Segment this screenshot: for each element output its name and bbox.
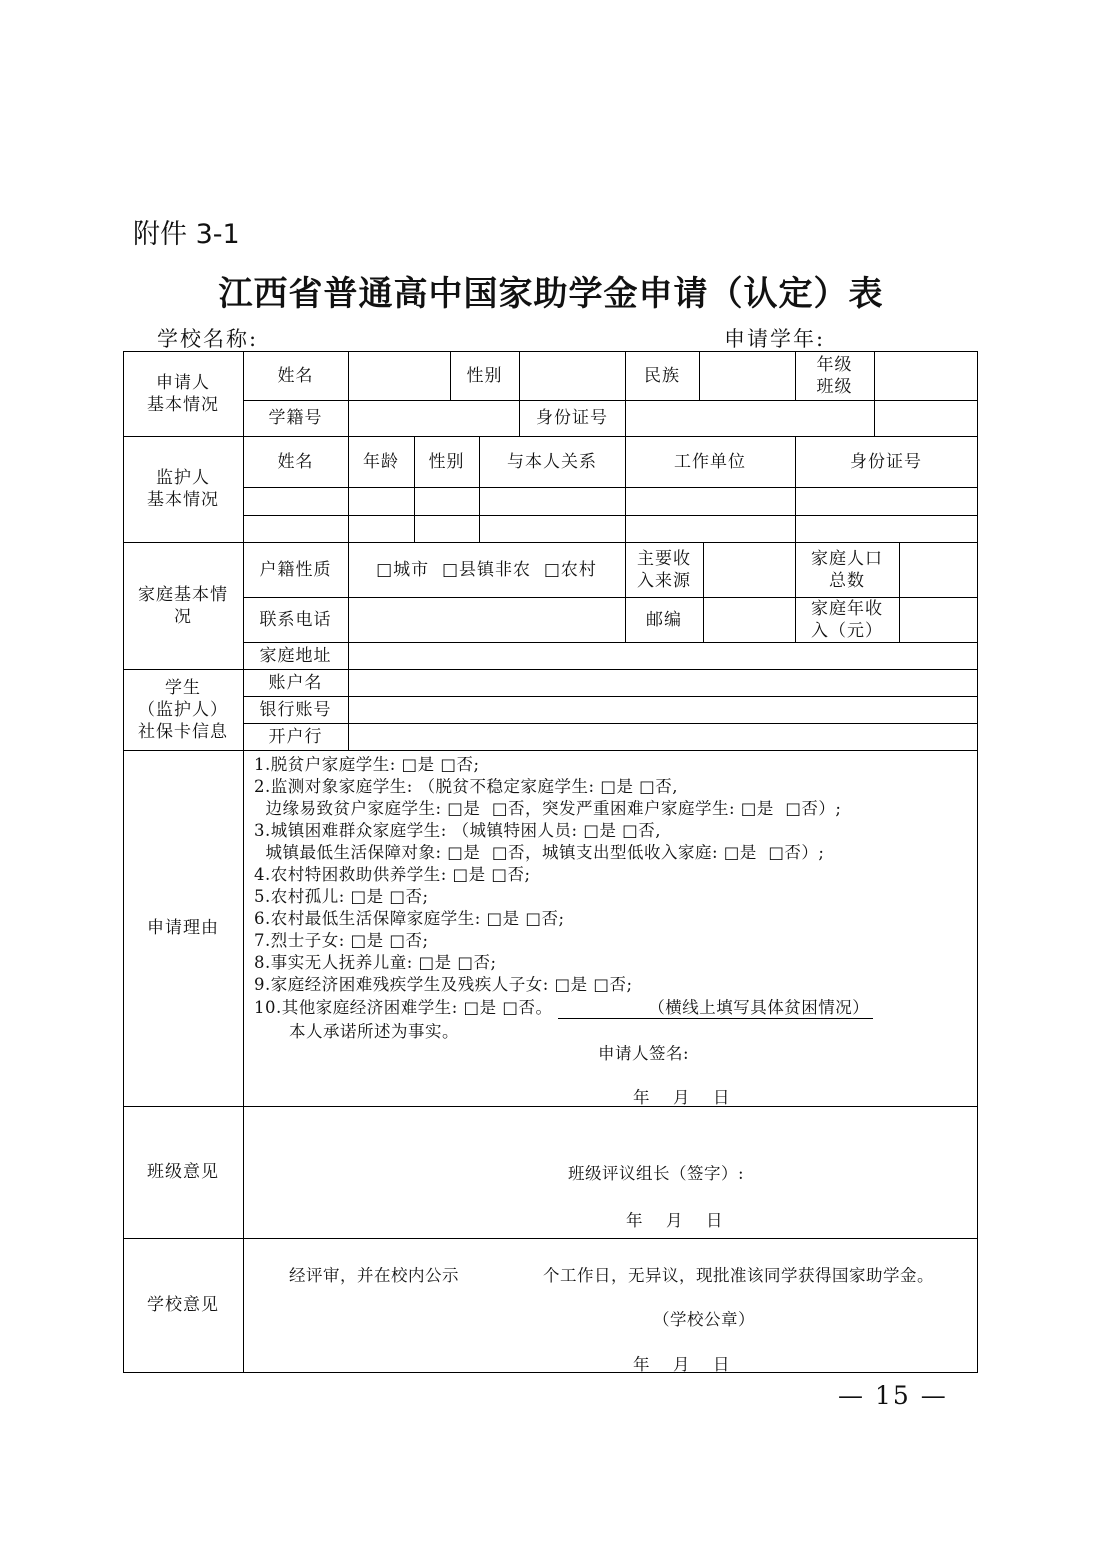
page-number: — 15 —	[838, 1381, 948, 1410]
reason-line: 2.监测对象家庭学生: （脱贫不稳定家庭学生: □是 □否,	[254, 777, 679, 796]
guardian-col-name: 姓名	[277, 451, 314, 472]
school-name-label: 学校名称:	[157, 327, 259, 351]
school-opinion-text-start: 经评审，并在校内公示	[289, 1266, 459, 1285]
reason-line: 6.农村最低生活保障家庭学生: □是 □否;	[254, 909, 565, 928]
class-opinion-date: 年 月 日	[626, 1211, 723, 1230]
grid-line	[348, 669, 349, 750]
guardian-col-workplace: 工作单位	[674, 451, 746, 472]
application-form-table	[123, 351, 978, 1373]
applicant-signature-label: 申请人签名:	[598, 1044, 690, 1063]
grid-line	[899, 542, 900, 642]
account-name-label: 账户名	[268, 672, 323, 693]
bank-branch-label: 开户行	[268, 726, 323, 747]
school-opinion-date: 年 月 日	[633, 1355, 730, 1374]
applicant-gender-field[interactable]	[519, 351, 625, 400]
income-source-label: 主要收 入来源	[637, 548, 691, 591]
social-card-section-label: 学生 （监护人） 社保卡信息	[138, 677, 228, 742]
reason-line-10-text: 10.其他家庭经济困难学生: □是 □否。	[254, 998, 553, 1017]
applicant-grade-class-field[interactable]	[874, 351, 977, 400]
id-number-field[interactable]	[625, 400, 874, 436]
class-leader-signature-label: 班级评议组长（签字）:	[568, 1164, 745, 1183]
reason-line: 1.脱贫户家庭学生: □是 □否;	[254, 755, 480, 774]
household-type-label: 户籍性质	[259, 559, 332, 580]
postcode-label: 邮编	[646, 609, 682, 630]
annual-income-label: 家庭年收 入（元）	[811, 598, 883, 641]
apply-year-label: 申请学年:	[724, 327, 826, 351]
guardian-col-age: 年龄	[363, 451, 399, 472]
applicant-grade-class-label: 年级 班级	[816, 354, 853, 397]
student-id-field[interactable]	[348, 400, 519, 436]
reason-line: 边缘易致贫户家庭学生: □是 □否，突发严重困难户家庭学生: □是 □否）;	[254, 799, 842, 818]
applicant-name-label: 姓名	[277, 365, 314, 386]
grid-line	[123, 750, 978, 751]
reason-line-10	[254, 994, 873, 1019]
household-type-options[interactable]: □城市 □县镇非农 □农村	[376, 559, 597, 580]
school-opinion-text-end: 个工作日，无异议，现批准该同学获得国家助学金。	[543, 1266, 934, 1285]
grid-line	[243, 642, 978, 643]
applicant-gender-label: 性别	[466, 365, 503, 386]
address-label: 家庭地址	[259, 645, 332, 666]
reason-section-label: 申请理由	[147, 918, 219, 938]
applicant-date: 年 月 日	[633, 1088, 730, 1107]
guardian-col-gender: 性别	[428, 451, 465, 472]
grid-line	[123, 1372, 978, 1373]
reason-line: 城镇最低生活保障对象: □是 □否，城镇支出型低收入家庭: □是 □否）;	[254, 843, 825, 862]
reason-line: 3.城镇困难群众家庭学生: （城镇特困人员: □是 □否,	[254, 821, 662, 840]
class-opinion-label: 班级意见	[147, 1162, 219, 1182]
reason-line: 8.事实无人抚养儿童: □是 □否;	[254, 953, 497, 972]
grid-line	[243, 696, 978, 697]
guardian-col-id-number: 身份证号	[850, 451, 922, 472]
phone-label: 联系电话	[259, 609, 332, 630]
reason-line: 7.烈士子女: □是 □否;	[254, 931, 429, 950]
grid-line	[703, 542, 704, 642]
grid-line	[243, 351, 244, 1373]
grid-line	[123, 1238, 978, 1239]
family-population-label: 家庭人口 总数	[811, 548, 883, 591]
id-number-label: 身份证号	[536, 408, 608, 428]
grid-line	[243, 515, 978, 516]
family-section-label: 家庭基本情 况	[138, 584, 228, 627]
reason-line: 9.家庭经济困难残疾学生及残疾人子女: □是 □否;	[254, 975, 633, 994]
grid-line	[977, 351, 978, 1373]
reason-line: 4.农村特困救助供养学生: □是 □否;	[254, 865, 531, 884]
grid-line	[243, 487, 978, 488]
applicant-section-label: 申请人 基本情况	[147, 372, 219, 415]
reason-line: 5.农村孤儿: □是 □否;	[254, 887, 429, 906]
applicant-name-field[interactable]	[348, 351, 450, 400]
grid-line	[243, 723, 978, 724]
school-opinion-label: 学校意见	[147, 1295, 219, 1315]
applicant-ethnicity-label: 民族	[644, 365, 680, 386]
document-title: 江西省普通高中国家助学金申请（认定）表	[218, 274, 884, 314]
grid-line	[348, 642, 349, 669]
poverty-detail-fill-line[interactable]: （横线上填写具体贫困情况）	[558, 994, 873, 1019]
school-seal-label: （学校公章）	[653, 1310, 755, 1329]
guardian-section-label: 监护人 基本情况	[147, 468, 219, 510]
applicant-ethnicity-field[interactable]	[699, 351, 795, 400]
account-number-label: 银行账号	[259, 699, 332, 720]
student-id-label: 学籍号	[268, 408, 323, 428]
guardian-col-relation: 与本人关系	[507, 451, 597, 472]
promise-text: 本人承诺所述为事实。	[289, 1022, 459, 1041]
attachment-label: 附件 3-1	[133, 219, 240, 250]
grid-line	[123, 1106, 978, 1107]
